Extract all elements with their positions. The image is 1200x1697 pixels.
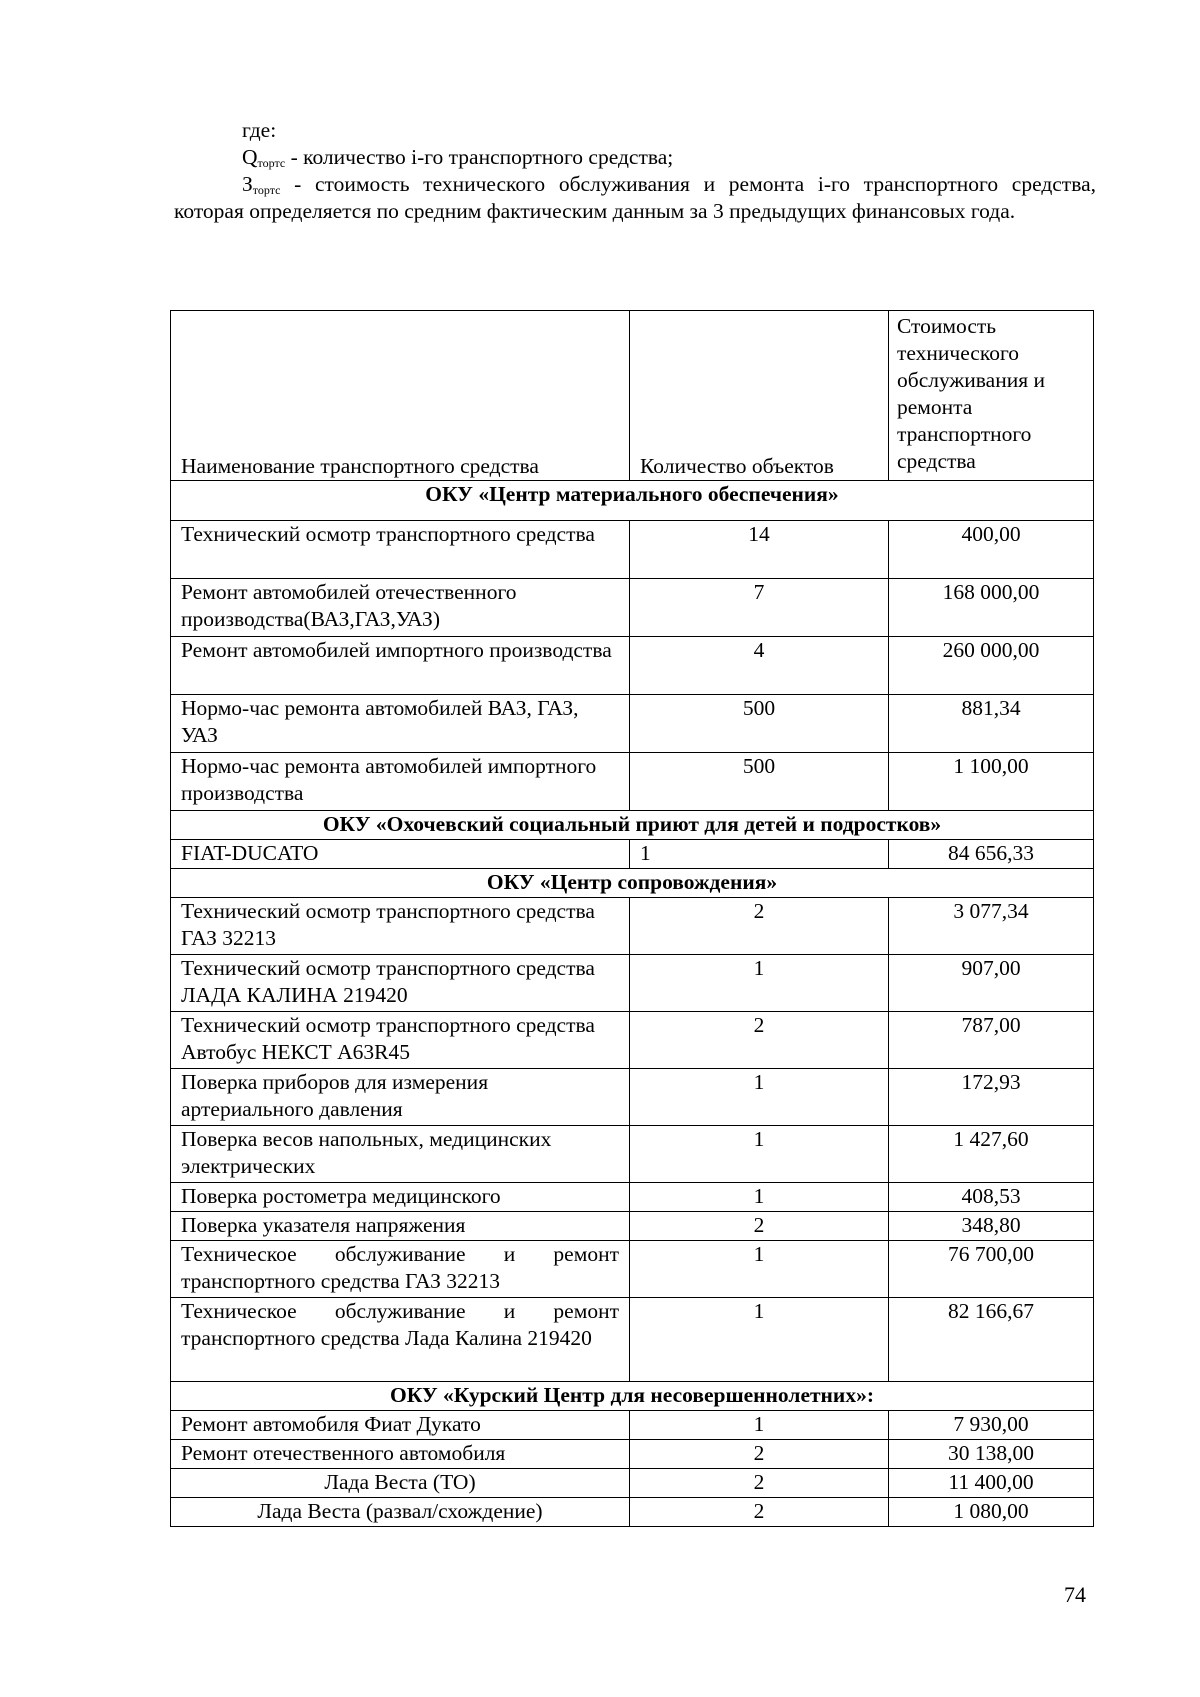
page-number: 74	[1064, 1582, 1086, 1607]
intro-text	[174, 117, 1096, 225]
section-title: ОКУ «Охочевский социальный приют для детей и подростков»	[171, 811, 1094, 840]
row-name: Поверка весов напольных, медицинских электрических	[171, 1126, 630, 1183]
table-row	[171, 1241, 1094, 1298]
row-cost: 787,00	[889, 1012, 1094, 1069]
table-row	[171, 1298, 1094, 1382]
row-count: 1	[630, 1411, 889, 1440]
row-count: 1	[630, 1126, 889, 1183]
row-count: 1	[630, 1241, 889, 1298]
row-cost: 76 700,00	[889, 1241, 1094, 1298]
row-name: Технический осмотр транспортного средства ГАЗ 32213	[171, 898, 630, 955]
table-row	[171, 898, 1094, 955]
table-header-row	[171, 311, 1094, 481]
row-cost: 11 400,00	[889, 1469, 1094, 1498]
table-row	[171, 521, 1094, 579]
row-count: 1	[630, 840, 889, 869]
z-symbol: З	[242, 172, 253, 196]
row-name: Ремонт автомобилей отечественного производства(ВАЗ,ГАЗ,УАЗ)	[171, 579, 630, 637]
cost-table	[170, 310, 1094, 1527]
section-title: ОКУ «Курский Центр для несовершеннолетних»:	[171, 1382, 1094, 1411]
row-cost: 7 930,00	[889, 1411, 1094, 1440]
row-cost: 408,53	[889, 1183, 1094, 1212]
row-name: Лада Веста (ТО)	[171, 1469, 630, 1498]
section-title-row	[171, 481, 1094, 521]
row-name: Ремонт отечественного автомобиля	[171, 1440, 630, 1469]
row-cost: 907,00	[889, 955, 1094, 1012]
row-cost: 348,80	[889, 1212, 1094, 1241]
row-name: Ремонт автомобиля Фиат Дукато	[171, 1411, 630, 1440]
section-title-row	[171, 869, 1094, 898]
row-count: 1	[630, 1183, 889, 1212]
row-name: Поверка указателя напряжения	[171, 1212, 630, 1241]
table-row	[171, 1069, 1094, 1126]
row-count: 1	[630, 1069, 889, 1126]
row-cost: 30 138,00	[889, 1440, 1094, 1469]
row-cost: 3 077,34	[889, 898, 1094, 955]
q-subscript: тортс	[257, 156, 286, 170]
z-subscript: тортс	[252, 183, 281, 197]
section-title-row	[171, 811, 1094, 840]
table-row	[171, 1469, 1094, 1498]
row-name: Технический осмотр транспортного средства Автобус НЕКСТ А63R45	[171, 1012, 630, 1069]
header-count: Количество объектов	[630, 311, 889, 481]
row-name: Поверка ростометра медицинского	[171, 1183, 630, 1212]
table-row	[171, 1440, 1094, 1469]
row-name: FIAT-DUCATO	[171, 840, 630, 869]
table-row	[171, 637, 1094, 695]
q-symbol: Q	[242, 145, 258, 169]
row-count: 2	[630, 898, 889, 955]
table-row	[171, 1212, 1094, 1241]
row-name: Поверка приборов для измерения артериального давления	[171, 1069, 630, 1126]
row-name: Техническое обслуживание и ремонт транспортного средства ГАЗ 32213	[171, 1241, 630, 1298]
row-name: Нормо-час ремонта автомобилей импортного производства	[171, 753, 630, 811]
row-cost: 84 656,33	[889, 840, 1094, 869]
row-count: 4	[630, 637, 889, 695]
row-count: 2	[630, 1212, 889, 1241]
row-name: Нормо-час ремонта автомобилей ВАЗ, ГАЗ, УАЗ	[171, 695, 630, 753]
table-row	[171, 955, 1094, 1012]
table-row	[171, 579, 1094, 637]
row-count: 500	[630, 753, 889, 811]
table-row	[171, 1498, 1094, 1527]
row-cost: 260 000,00	[889, 637, 1094, 695]
q-text: - количество i-го транспортного средства;	[285, 145, 674, 169]
row-count: 7	[630, 579, 889, 637]
row-cost: 1 080,00	[889, 1498, 1094, 1527]
row-name: Техническое обслуживание и ремонт транспортного средства Лада Калина 219420	[171, 1298, 630, 1382]
table-row	[171, 753, 1094, 811]
table-row	[171, 840, 1094, 869]
row-count: 2	[630, 1440, 889, 1469]
row-name: Технический осмотр транспортного средства ЛАДА КАЛИНА 219420	[171, 955, 630, 1012]
table-row	[171, 1411, 1094, 1440]
section-title: ОКУ «Центр сопровождения»	[171, 869, 1094, 898]
row-cost: 168 000,00	[889, 579, 1094, 637]
row-cost: 400,00	[889, 521, 1094, 579]
intro-where: где:	[242, 118, 277, 142]
row-count: 500	[630, 695, 889, 753]
row-name: Технический осмотр транспортного средства	[171, 521, 630, 579]
header-cost: Стоимость технического обслуживания и ремонта транспортного средства	[889, 311, 1094, 481]
section-title: ОКУ «Центр материального обеспечения»	[171, 481, 1094, 521]
row-cost: 1 100,00	[889, 753, 1094, 811]
row-count: 2	[630, 1498, 889, 1527]
row-cost: 172,93	[889, 1069, 1094, 1126]
table-row	[171, 1126, 1094, 1183]
intro-z-definition	[174, 171, 1096, 225]
row-count: 2	[630, 1469, 889, 1498]
row-cost: 881,34	[889, 695, 1094, 753]
z-text: - стоимость технического обслуживания и ремонта i-го транспортного средства, которая определяется по средним фактическим данным за 3 предыдущих финансовых года.	[174, 172, 1096, 223]
row-count: 1	[630, 1298, 889, 1382]
row-cost: 1 427,60	[889, 1126, 1094, 1183]
table-row	[171, 1183, 1094, 1212]
intro-q-definition	[174, 144, 1096, 171]
section-title-row	[171, 1382, 1094, 1411]
table-row	[171, 1012, 1094, 1069]
row-count: 1	[630, 955, 889, 1012]
row-count: 2	[630, 1012, 889, 1069]
row-name: Ремонт автомобилей импортного производства	[171, 637, 630, 695]
row-count: 14	[630, 521, 889, 579]
row-name: Лада Веста (развал/схождение)	[171, 1498, 630, 1527]
table-row	[171, 695, 1094, 753]
header-name: Наименование транспортного средства	[171, 311, 630, 481]
row-cost: 82 166,67	[889, 1298, 1094, 1382]
